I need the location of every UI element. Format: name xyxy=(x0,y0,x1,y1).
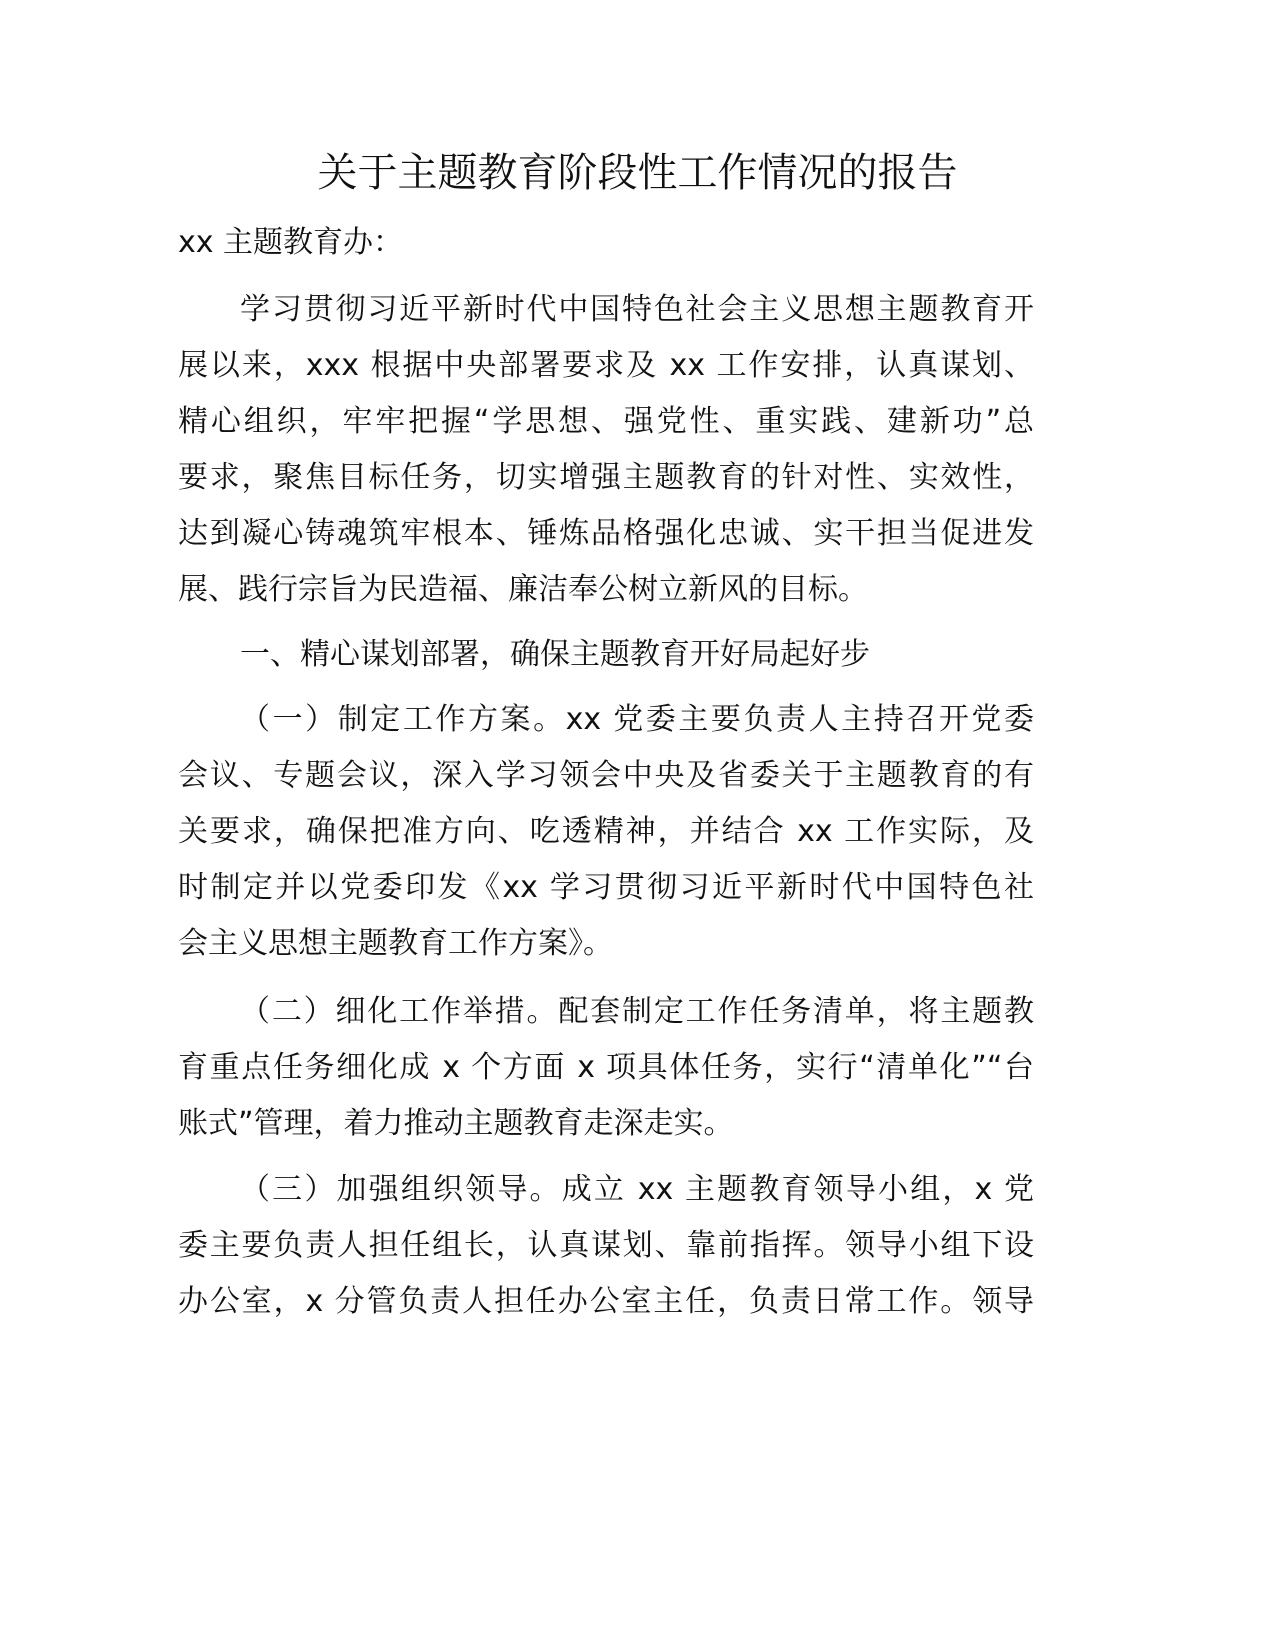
text-line: （一）制定工作方案。xx 党委主要负责人主持召开党委 xyxy=(240,702,1034,737)
salutation: xx 主题教育办： xyxy=(178,225,404,260)
text-line: 展以来，xxx 根据中央部署要求及 xx 工作安排，认真谋划、 xyxy=(178,348,1034,383)
text-line: 会议、专题会议，深入学习领会中央及省委关于主题教育的有 xyxy=(178,758,1034,793)
text-line: 达到凝心铸魂筑牢根本、锤炼品格强化忠诚、实干担当促进发 xyxy=(178,516,1034,551)
text-line: 展、践行宗旨为民造福、廉洁奉公树立新风的目标。 xyxy=(178,572,868,607)
section-heading: 一、精心谋划部署，确保主题教育开好局起好步 xyxy=(240,637,870,672)
text-line: 关要求，确保把准方向、吃透精神，并结合 xx 工作实际，及 xyxy=(178,814,1034,849)
text-line: 办公室，x 分管负责人担任办公室主任，负责日常工作。领导 xyxy=(178,1284,1034,1319)
text-line: （三）加强组织领导。成立 xx 主题教育领导小组，x 党 xyxy=(240,1172,1034,1207)
text-line: 时制定并以党委印发《xx 学习贯彻习近平新时代中国特色社 xyxy=(178,870,1034,905)
text-line: 育重点任务细化成 x 个方面 x 项具体任务，实行“清单化”“台 xyxy=(178,1050,1034,1085)
text-line: 委主要负责人担任组长，认真谋划、靠前指挥。领导小组下设 xyxy=(178,1228,1034,1263)
text-line: 要求，聚焦目标任务，切实增强主题教育的针对性、实效性， xyxy=(178,460,1034,495)
text-line: （二）细化工作举措。配套制定工作任务清单，将主题教 xyxy=(240,994,1034,1029)
text-line: 会主义思想主题教育工作方案》。 xyxy=(178,926,613,961)
document-title: 关于主题教育阶段性工作情况的报告 xyxy=(317,150,958,196)
text-line: 学习贯彻习近平新时代中国特色社会主义思想主题教育开 xyxy=(240,292,1034,327)
text-line: 账式”管理，着力推动主题教育走深走实。 xyxy=(178,1106,734,1141)
text-line: 精心组织，牢牢把握“学思想、强党性、重实践、建新功”总 xyxy=(178,404,1034,439)
